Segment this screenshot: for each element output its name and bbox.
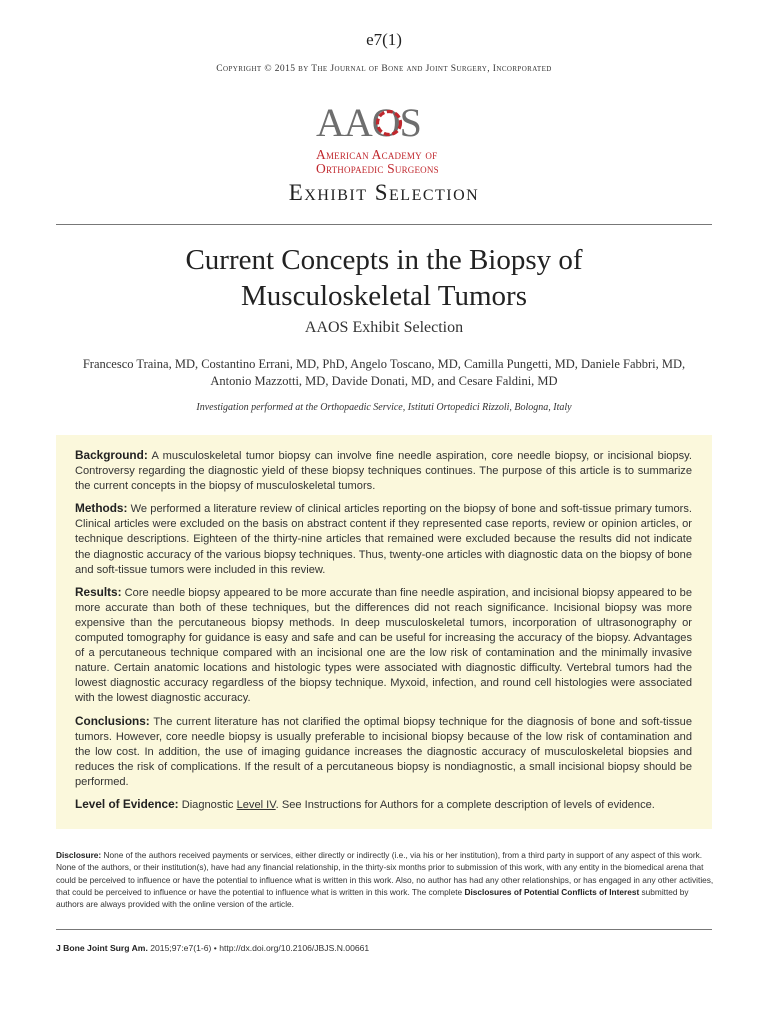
disclosure-note [56,849,716,910]
divider-top [56,224,712,225]
methods-label: Methods: [75,501,128,516]
results-text: Core needle biopsy appeared to be more accurate than fine needle aspiration, and incisional biopsy appeared to be more accurate than both of these techniques, but the differences did not reach significance. Incisional biopsy was more expensive than the percutaneous biopsy methods. In deep musculoskeletal tumors, incorporation of ultrasonography or computed tomography for guidance is easy and safe and can be useful for increasing the accuracy of the biopsy. Advantages of a percutaneous technique compared with an incisional one are the low risk of contamination and the minimally invasive nature. Certain anatomic locations and histologic types were associated with diagnostic difficulty. Vertebral tumors had the lowest diagnostic accuracy regardless of the biopsy technique. Myxoid, infection, and round cell histologies were associated with the lowest diagnostic accuracy. [75,586,692,705]
results-label: Results: [75,584,122,599]
disclosure-text: None of the authors received payments or services, either directly or indirectly (i.e., via his or her institution), from a third party in support of any aspect of this work. None of the authors, or their institution(s), have had any financial relationship, in the thirty-six months prior to submission of this work, with any entity in the biomedical arena that could be perceived to influence or have the potential to influence what is written in this work. Also, no author has had any other relationships, or has engaged in any other activities, that could be perceived to influence or have the potential to influence what is written in this work. The complete [56,850,714,897]
conclusions-text: The current literature has not clarified the optimal biopsy technique for the diagnosis of bone and soft-tissue tumors. However, core needle biopsy is usually preferable to incisional biopsy because of the low risk of contamination and the low cost. In addition, the use of imaging guidance increases the diagnostic accuracy of musculoskeletal biopsies and reduces the risk of complications. If the result of a percutaneous biopsy is nondiagnostic, a small incisional biopsy should be performed. [75,715,692,788]
title-line-2: Musculoskeletal Tumors [241,280,527,312]
aaos-wordmark: AAOS [316,100,421,145]
abstract-conclusions [75,714,692,790]
page-number: e7(1) [366,30,402,49]
institution-note: Investigation performed at the Orthopaedic Service, Istituti Ortopedici Rizzoli, Bologna, Italy [196,402,572,413]
background-text: A musculoskeletal tumor biopsy can involve fine needle aspiration, core needle biopsy, or incisional biopsy. Controversy regarding the diagnostic yield of these biopsy techniques continues. The purpose of this article is to summarize the current concepts in the biopsy of musculoskeletal tumors. [75,450,692,493]
level-of-evidence-link[interactable]: Level IV [236,798,276,811]
abstract-methods [75,501,692,577]
abstract-background [75,448,692,494]
level-prefix: Diagnostic [181,798,234,811]
article-title [0,242,768,314]
footer-bullet: • [213,943,217,953]
aaos-logo [316,100,496,180]
abstract-level-of-evidence [75,797,692,813]
authors-line-2: Antonio Mazzotti, MD, Davide Donati, MD, and Cesare Faldini, MD [210,374,558,388]
conflicts-of-interest-link[interactable]: Disclosures of Potential Conflicts of Interest [464,886,640,897]
doi-link[interactable]: http://dx.doi.org/10.2106/JBJS.N.00661 [219,943,370,953]
abstract-results [75,585,692,707]
aaos-ring-icon [374,108,404,138]
citation-footer [56,943,716,953]
journal-name: J Bone Joint Surg Am. [56,943,148,953]
article-subtitle: AAOS Exhibit Selection [304,319,464,336]
section-heading: Exhibit Selection [288,180,480,205]
disclosure-label: Disclosure: [56,850,102,860]
disclosure-text-after: submitted by authors are always provided with the online version of the article. [56,886,689,910]
title-line-1: Current Concepts in the Biopsy of [185,244,583,276]
aaos-name-line1: American Academy of [316,147,438,162]
copyright-line: Copyright © 2015 by The Journal of Bone and Joint Surgery, Incorporated [216,64,552,74]
level-suffix: . See Instructions for Authors for a complete description of levels of evidence. [275,798,655,811]
aaos-name-line2: Orthopaedic Surgeons [316,161,439,176]
citation-volume: 2015;97:e7(1-6) [150,943,212,953]
methods-text: We performed a literature review of clinical articles reporting on the biopsy of bone and soft-tissue primary tumors. Clinical articles were excluded on the basis on abstract content if they represented case reports, review or opinion articles, or technique descriptions. Eighteen of the thirty-nine articles that remained were excluded because the results did not indicate the diagnostic accuracy of the various biopsy techniques. Thus, twenty-one articles with diagnostic data on the biopsy of bone and soft-tissue tumors were included in this review. [75,503,692,576]
divider-bottom [56,929,712,930]
authors-line-1: Francesco Traina, MD, Costantino Errani, MD, PhD, Angelo Toscano, MD, Camilla Pungetti, MD, Daniele Fabbri, MD, [82,357,686,371]
conclusions-label: Conclusions: [75,713,150,728]
author-list [60,356,708,390]
level-label: Level of Evidence: [75,796,179,811]
background-label: Background: [75,448,148,462]
abstract-box [56,435,712,829]
